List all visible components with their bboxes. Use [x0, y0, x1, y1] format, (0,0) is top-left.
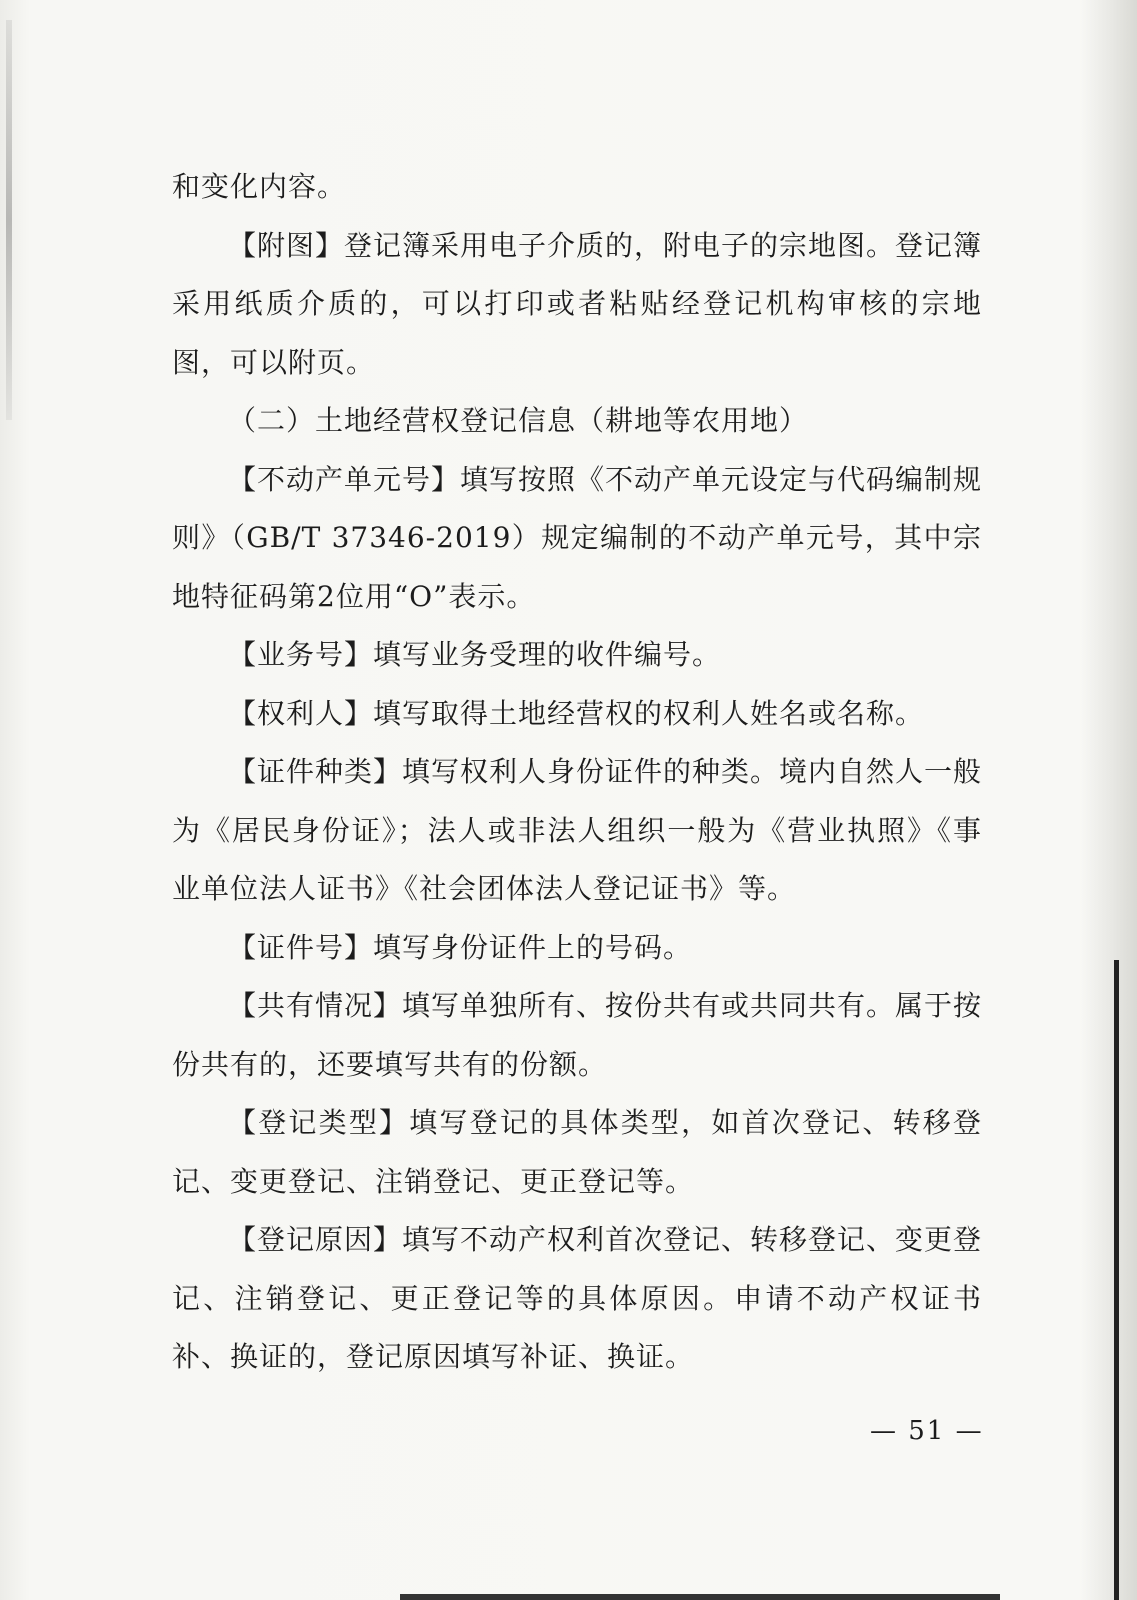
section-heading: （二）土地经营权登记信息（耕地等农用地）	[228, 404, 809, 437]
page-edge-bottom	[400, 1594, 1000, 1600]
paragraph-id-number: 【证件号】填写身份证件上的号码。	[228, 930, 693, 964]
paragraph-business-number: 【业务号】填写业务受理的收件编号。	[228, 638, 722, 671]
paragraph-registration-reason: 【登记原因】填写不动产权利首次登记、转移登记、变更登记、注销登记、更正登记等的具体原因。申请不动产权证书补、换证的，登记原因填写补证、换证。	[172, 1223, 983, 1373]
paragraph-attached-map: 【附图】登记簿采用电子介质的，附电子的宗地图。登记簿采用纸质介质的，可以打印或者粘贴经登记机构审核的宗地图，可以附页。	[172, 228, 983, 379]
page-edge-right	[1114, 960, 1119, 1600]
paragraph-registration-type: 【登记类型】填写登记的具体类型，如首次登记、转移登记、变更登记、注销登记、更正登记等。	[172, 1106, 982, 1198]
binding-shadow	[6, 20, 12, 420]
paragraph: 和变化内容。	[172, 170, 347, 203]
paragraph-unit-number: 【不动产单元号】填写按照《不动产单元设定与代码编制规则》（GB/T 37346-2019）规定编制的不动产单元号，其中宗地特征码第2位用“O”表示。	[172, 462, 983, 613]
paragraph-co-ownership: 【共有情况】填写单独所有、按份共有或共同共有。属于按份共有的，还要填写共有的份额。	[172, 989, 983, 1081]
paragraph-id-type: 【证件种类】填写权利人身份证件的种类。境内自然人一般为《居民身份证》；法人或非法人组织一般为《营业执照》《事业单位法人证书》《社会团体法人登记证书》等。	[172, 755, 983, 905]
page-number: — 51 —	[870, 1416, 984, 1446]
paragraph-right-holder: 【权利人】填写取得土地经营权的权利人姓名或名称。	[228, 696, 925, 730]
document-body	[172, 158, 982, 1387]
